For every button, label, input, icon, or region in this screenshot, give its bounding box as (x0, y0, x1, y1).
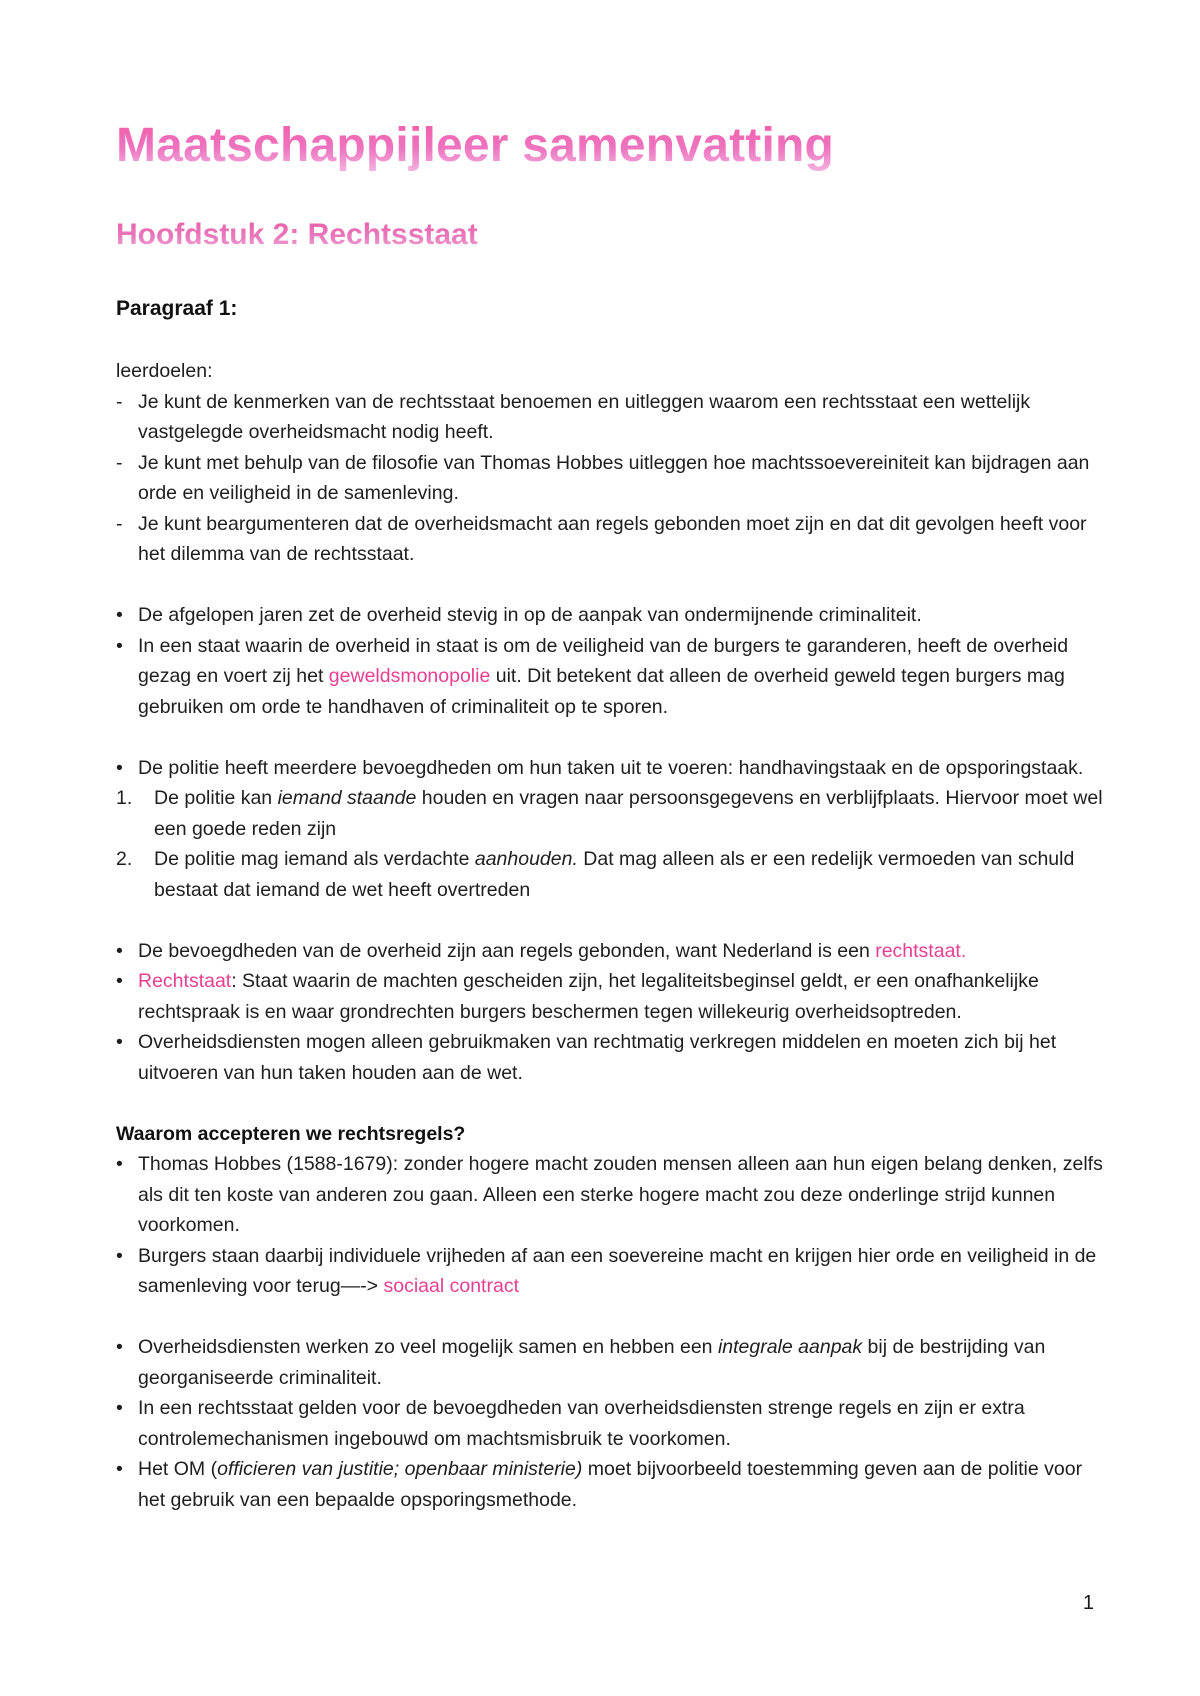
bullet-item: • Burgers staan daarbij individuele vrijheden af aan een soevereine macht en krijgen hier orde en veiligheid in de samenleving voor terug—-> sociaal contract (116, 1241, 1106, 1302)
bullet-marker: • (116, 1458, 123, 1480)
bullet-item: • Rechtstaat: Staat waarin de machten gescheiden zijn, het legaliteitsbeginsel geldt, er een onafhankelijke rechtspraak is en waar grondrechten burgers beschermen tegen willekeurig overheidsoptreden. (116, 966, 1106, 1027)
bullet-item: • Overheidsdiensten werken zo veel mogelijk samen en hebben een integrale aanpak bij de bestrijding van georganiseerde criminaliteit. (116, 1332, 1106, 1393)
highlight-term: Rechtstaat (138, 970, 232, 992)
section-subheading: Waarom accepteren we rechtsregels? (116, 1122, 466, 1145)
bullet-marker: • (116, 1031, 123, 1053)
bullet-marker: • (116, 634, 123, 657)
bullet-marker: • (116, 1244, 123, 1267)
numbered-item: 2. De politie mag iemand als verdachte aanhouden. Dat mag alleen als er een redelijk vermoeden van schuld bestaat dat iemand de wet heeft overtreden (116, 844, 1106, 905)
bullet-marker: • (116, 756, 123, 779)
bullet-item: • Overheidsdiensten mogen alleen gebruikmaken van rechtmatig verkregen middelen en moeten zich bij het uitvoeren van hun taken houden aan de wet. (116, 1027, 1106, 1088)
document-title: Maatschappijleer samenvatting (116, 119, 835, 172)
bullet-marker: • (116, 970, 123, 992)
chapter-heading: Hoofdstuk 2: Rechtsstaat (116, 218, 478, 251)
bullet-marker: • (116, 1397, 123, 1419)
bullet-marker: • (116, 939, 123, 962)
page-number: 1 (1082, 1592, 1094, 1614)
bullet-item: • De politie heeft meerdere bevoegdheden om hun taken uit te voeren: handhavingstaak en de opsporingstaak. (116, 753, 1106, 784)
number-marker: 1. (116, 787, 133, 809)
numbered-item: 1. De politie kan iemand staande houden en vragen naar persoonsgegevens en verblijfplaats. Hiervoor moet wel een goede reden zijn (116, 783, 1106, 844)
bullet-item: • De afgelopen jaren zet de overheid stevig in op de aanpak van ondermijnende criminaliteit. (116, 600, 1106, 631)
bullet-item: • In een staat waarin de overheid in staat is om de veiligheid van de burgers te garanderen, heeft de overheid gezag en voert zij het geweldsmonopolie uit. Dit betekent dat alleen de overheid geweld tegen burgers mag gebruiken om orde te handhaven of criminaliteit op te sporen. (116, 631, 1106, 723)
highlight-term: geweldsmonopolie (328, 665, 491, 687)
goal-item: - Je kunt de kenmerken van de rechtsstaat benoemen en uitleggen waarom een rechtsstaat een wettelijk vastgelegde overheidsmacht nodig heeft. (116, 387, 1106, 448)
goals-label: leerdoelen: (116, 360, 213, 382)
dash-marker: - (116, 451, 123, 474)
bullet-marker: • (116, 1336, 123, 1358)
bullet-item: • Thomas Hobbes (1588-1679): zonder hogere macht zouden mensen alleen aan hun eigen belang denken, zelfs als dit ten koste van anderen zou gaan. Alleen een sterke hogere macht zou deze onderlinge strijd kunnen voorkomen. (116, 1149, 1106, 1241)
dash-marker: - (116, 390, 123, 413)
bullet-item: • In een rechtsstaat gelden voor de bevoegdheden van overheidsdiensten strenge regels en zijn er extra controlemechanismen ingebouwd om machtsmisbruik te voorkomen. (116, 1393, 1106, 1454)
bullet-item: • De bevoegdheden van de overheid zijn aan regels gebonden, want Nederland is een rechtstaat. (116, 936, 1106, 967)
number-marker: 2. (116, 848, 133, 870)
goal-item: - Je kunt beargumenteren dat de overheidsmacht aan regels gebonden moet zijn en dat dit gevolgen heeft voor het dilemma van de rechtsstaat. (116, 509, 1106, 570)
bullet-item: • Het OM (officieren van justitie; openbaar ministerie) moet bijvoorbeeld toestemming geven aan de politie voor het gebruik van een bepaalde opsporingsmethode. (116, 1454, 1106, 1515)
paragraph-heading: Paragraaf 1: (116, 297, 238, 320)
bullet-marker: • (116, 604, 123, 626)
highlight-term: rechtstaat. (875, 939, 967, 962)
bullet-marker: • (116, 1153, 123, 1175)
document-body (116, 356, 1106, 1515)
highlight-term: sociaal contract (383, 1275, 519, 1297)
dash-marker: - (116, 512, 123, 535)
goal-item: - Je kunt met behulp van de filosofie van Thomas Hobbes uitleggen hoe machtssoevereiniteit kan bijdragen aan orde en veiligheid in de samenleving. (116, 448, 1106, 509)
